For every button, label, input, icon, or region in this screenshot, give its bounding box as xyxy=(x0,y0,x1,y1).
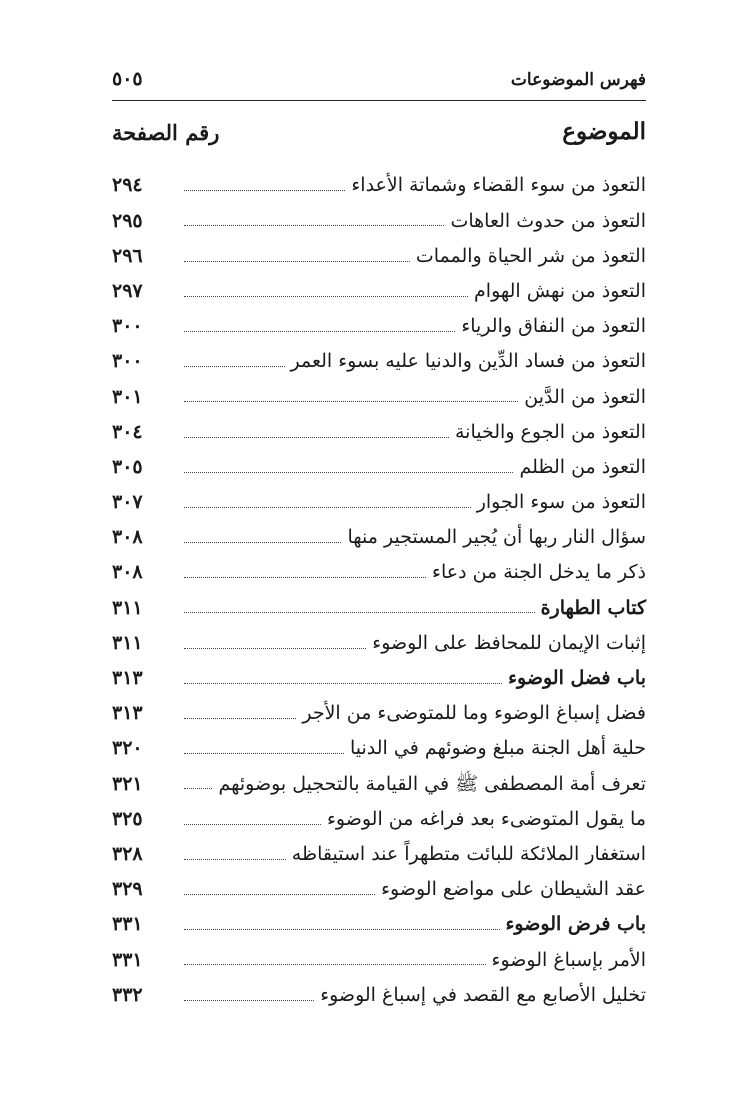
page-number: ٥٠٥ xyxy=(112,68,143,90)
dot-leader xyxy=(184,472,513,473)
toc-row xyxy=(112,549,646,584)
toc-row xyxy=(112,268,646,303)
toc-entry-title: التعوذ من سوء الجوار xyxy=(476,491,646,514)
toc-row xyxy=(112,197,646,232)
running-header xyxy=(112,66,646,101)
toc-entry-title: التعوذ من سوء القضاء وشماتة الأعداء xyxy=(351,174,646,197)
dot-leader xyxy=(184,261,410,262)
dot-leader xyxy=(184,964,486,965)
toc-entry-page: ٢٩٤ xyxy=(112,174,143,197)
topic-column-header: الموضوع xyxy=(562,118,646,145)
dot-leader xyxy=(184,437,449,438)
toc-row xyxy=(112,690,646,725)
toc-entry-page: ٣٢٨ xyxy=(112,842,143,865)
dot-leader xyxy=(184,225,444,226)
dot-leader xyxy=(184,894,375,895)
toc-row xyxy=(112,795,646,830)
column-headers xyxy=(112,118,646,154)
toc-section-row xyxy=(112,901,646,936)
toc-entry-title: سؤال النار ربها أن يُجير المستجير منها xyxy=(347,526,646,549)
toc-entry-page: ٣٠٧ xyxy=(112,491,143,514)
toc-row xyxy=(112,162,646,197)
dot-leader xyxy=(184,190,345,191)
dot-leader xyxy=(184,753,344,754)
toc-row xyxy=(112,479,646,514)
toc-entry-title: الأمر بإسباغ الوضوء xyxy=(491,948,646,971)
toc-row xyxy=(112,619,646,654)
toc-entry-page: ٣٢١ xyxy=(112,772,143,795)
toc-entry-title: التعوذ من الجوع والخيانة xyxy=(455,420,646,443)
dot-leader xyxy=(184,1000,314,1001)
toc-row xyxy=(112,866,646,901)
toc-entry-page: ٣٠٥ xyxy=(112,455,143,478)
toc-entry-page: ٣٠٤ xyxy=(112,420,143,443)
toc-entry-page: ٣٣١ xyxy=(112,948,143,971)
dot-leader xyxy=(184,648,366,649)
toc-entry-title: فضل إسباغ الوضوء وما للمتوضىء من الأجر xyxy=(302,702,646,725)
toc-entry-title: تخليل الأصابع مع القصد في إسباغ الوضوء xyxy=(320,983,646,1006)
toc-row xyxy=(112,232,646,267)
toc-entry-title: التعوذ من حدوث العاهات xyxy=(450,209,646,232)
toc-entry-page: ٣٢٠ xyxy=(112,737,143,760)
toc-entry-page: ٣١٣ xyxy=(112,667,143,690)
toc-entry-page: ٣١٣ xyxy=(112,702,143,725)
toc-entry-page: ٣٢٥ xyxy=(112,807,143,830)
toc-entry-page: ٣٠١ xyxy=(112,385,143,408)
toc-entry-title: التعوذ من الظلم xyxy=(519,455,646,478)
toc-entry-page: ٢٩٥ xyxy=(112,209,143,232)
toc-row xyxy=(112,408,646,443)
toc-row xyxy=(112,303,646,338)
toc-entry-title: التعوذ من الدَّين xyxy=(524,385,646,408)
toc-entry-page: ٣١١ xyxy=(112,596,143,619)
dot-leader xyxy=(184,612,535,613)
toc-entry-title: باب فضل الوضوء xyxy=(508,667,646,690)
toc-row xyxy=(112,725,646,760)
dot-leader xyxy=(184,859,286,860)
toc-entry-page: ٣٢٩ xyxy=(112,878,143,901)
toc-entry-title: عقد الشيطان على مواضع الوضوء xyxy=(381,878,646,901)
dot-leader xyxy=(184,824,321,825)
dot-leader xyxy=(184,577,426,578)
toc-row xyxy=(112,760,646,795)
toc-entry-title: ما يقول المتوضىء بعد فراغه من الوضوء xyxy=(326,807,646,830)
toc-entry-page: ٣٠٠ xyxy=(112,350,143,373)
toc-entry-title: استغفار الملائكة للبائت متطهراً عند استيقاظه xyxy=(291,842,646,865)
toc-entry-page: ٢٩٧ xyxy=(112,279,143,302)
toc-entry-page: ٣٣١ xyxy=(112,913,143,936)
dot-leader xyxy=(184,718,296,719)
toc-entry-title: التعوذ من شر الحياة والممات xyxy=(415,244,646,267)
toc-entry-title: التعوذ من فساد الدِّين والدنيا عليه بسوء العمر xyxy=(290,350,646,373)
dot-leader xyxy=(184,401,518,402)
toc-section-row xyxy=(112,655,646,690)
dot-leader xyxy=(184,929,500,930)
toc-row xyxy=(112,831,646,866)
dot-leader xyxy=(184,366,285,367)
toc-entry-title: باب فرض الوضوء xyxy=(505,913,646,936)
toc-entry-title: إثبات الإيمان للمحافظ على الوضوء xyxy=(372,631,646,654)
toc-entry-title: تعرف أمة المصطفى ﷺ في القيامة بالتحجيل بوضوئهم xyxy=(218,772,646,795)
toc-section-row xyxy=(112,584,646,619)
toc-entry-page: ٣٠٨ xyxy=(112,561,143,584)
toc-entry-title: حلية أهل الجنة مبلغ وضوئهم في الدنيا xyxy=(349,737,646,760)
toc-entry-title: كتاب الطهارة xyxy=(540,596,646,619)
toc-entry-title: التعوذ من نهش الهوام xyxy=(474,279,646,302)
page-column-header: رقم الصفحة xyxy=(112,120,220,145)
dot-leader xyxy=(184,507,471,508)
toc-row xyxy=(112,373,646,408)
toc-row xyxy=(112,514,646,549)
toc-entry-page: ٣٣٢ xyxy=(112,983,143,1006)
toc-entry-page: ٣١١ xyxy=(112,631,143,654)
dot-leader xyxy=(184,331,455,332)
running-title: فهرس الموضوعات xyxy=(510,70,646,90)
toc-list xyxy=(112,162,646,1007)
dot-leader xyxy=(184,542,341,543)
toc-row xyxy=(112,936,646,971)
toc-row xyxy=(112,444,646,479)
toc-row xyxy=(112,338,646,373)
toc-entry-title: ذكر ما يدخل الجنة من دعاء xyxy=(432,561,646,584)
toc-entry-title: التعوذ من النفاق والرياء xyxy=(461,315,646,338)
toc-entry-page: ٣٠٨ xyxy=(112,526,143,549)
toc-row xyxy=(112,971,646,1006)
dot-leader xyxy=(184,788,212,789)
dot-leader xyxy=(184,296,468,297)
toc-entry-page: ٣٠٠ xyxy=(112,315,143,338)
toc-entry-page: ٢٩٦ xyxy=(112,244,143,267)
dot-leader xyxy=(184,683,502,684)
